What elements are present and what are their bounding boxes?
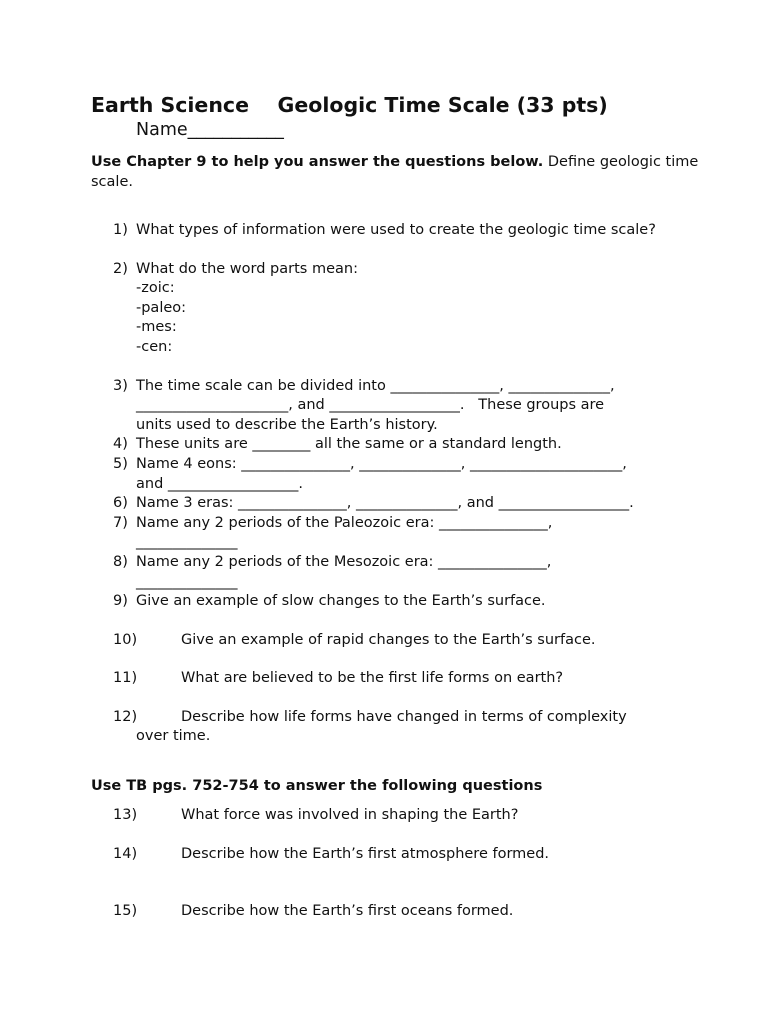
question-6: [91, 494, 701, 514]
question-line: Name any 2 periods of the Paleozoic era: _______________,: [136, 514, 553, 531]
question-line: ______________: [136, 534, 238, 551]
question-text: Give an example of slow changes to the Earth’s surface.: [136, 593, 546, 610]
question-line: _____________________, and __________________. These groups are: [136, 397, 605, 414]
question-number: 8): [113, 553, 128, 570]
question-number: 12): [113, 708, 138, 725]
worksheet-page: [91, 92, 701, 922]
question-line: What do the word parts mean:: [136, 260, 358, 277]
question-2: [91, 260, 701, 358]
question-line: -mes:: [136, 319, 177, 336]
question-number: 14): [113, 845, 138, 862]
question-number: 5): [113, 455, 128, 472]
page-title: Earth Science Geologic Time Scale (33 pts): [91, 93, 608, 117]
question-number: 9): [113, 593, 128, 610]
question-15: [91, 902, 701, 922]
question-number: 1): [113, 222, 128, 238]
question-number: 7): [113, 514, 128, 531]
section-2-heading: Use TB pgs. 752-754 to answer the following questions: [91, 778, 543, 795]
question-9: [91, 592, 701, 612]
question-line: Name any 2 periods of the Mesozoic era: _______________,: [136, 553, 552, 570]
question-number: 11): [113, 670, 138, 687]
question-12-continuation: [91, 727, 701, 747]
intro-rest: Define geologic time scale.: [91, 154, 699, 190]
question-number: 13): [113, 807, 138, 824]
name-field-label: Name___________: [136, 120, 284, 140]
question-line: The time scale can be divided into _______________, ______________,: [136, 377, 615, 394]
question-11: [91, 669, 701, 689]
question-text: These units are ________ all the same or a standard length.: [136, 436, 562, 453]
intro-bold: Use Chapter 9 to help you answer the questions below.: [91, 154, 544, 170]
question-line: -zoic:: [136, 280, 175, 297]
question-text: Describe how the Earth’s first atmosphere formed.: [181, 845, 550, 862]
question-5: [91, 455, 701, 494]
intro-instructions: [91, 152, 701, 192]
question-line: -cen:: [136, 338, 173, 355]
question-text: What types of information were used to create the geologic time scale?: [136, 222, 656, 238]
question-line: -paleo:: [136, 299, 187, 316]
question-text: What force was involved in shaping the Earth?: [181, 807, 519, 824]
question-7: [91, 514, 701, 553]
question-text: over time.: [136, 728, 211, 745]
question-1: [91, 221, 701, 241]
question-text: Give an example of rapid changes to the Earth’s surface.: [181, 631, 596, 648]
question-13: [91, 806, 701, 826]
question-number: 4): [113, 436, 128, 453]
question-14: [91, 845, 701, 865]
question-line: and __________________.: [136, 475, 303, 492]
question-4: [91, 435, 701, 455]
question-number: 10): [113, 631, 138, 648]
question-line: ______________: [136, 573, 238, 590]
question-number: 15): [113, 903, 138, 920]
question-8: [91, 553, 701, 592]
question-10: [91, 631, 701, 651]
question-3: [91, 377, 701, 436]
question-line: units used to describe the Earth’s history.: [136, 416, 438, 433]
question-text: What are believed to be the first life forms on earth?: [181, 670, 564, 687]
question-12: [91, 708, 701, 728]
question-text: Describe how life forms have changed in terms of complexity: [181, 708, 627, 725]
question-number: 3): [113, 377, 128, 394]
question-text: Name 3 eras: _______________, ______________, and __________________.: [136, 495, 634, 512]
question-number: 2): [113, 260, 128, 277]
question-text: Describe how the Earth’s first oceans formed.: [181, 903, 514, 920]
question-line: Name 4 eons: _______________, ______________, _____________________,: [136, 455, 627, 472]
question-number: 6): [113, 495, 128, 512]
